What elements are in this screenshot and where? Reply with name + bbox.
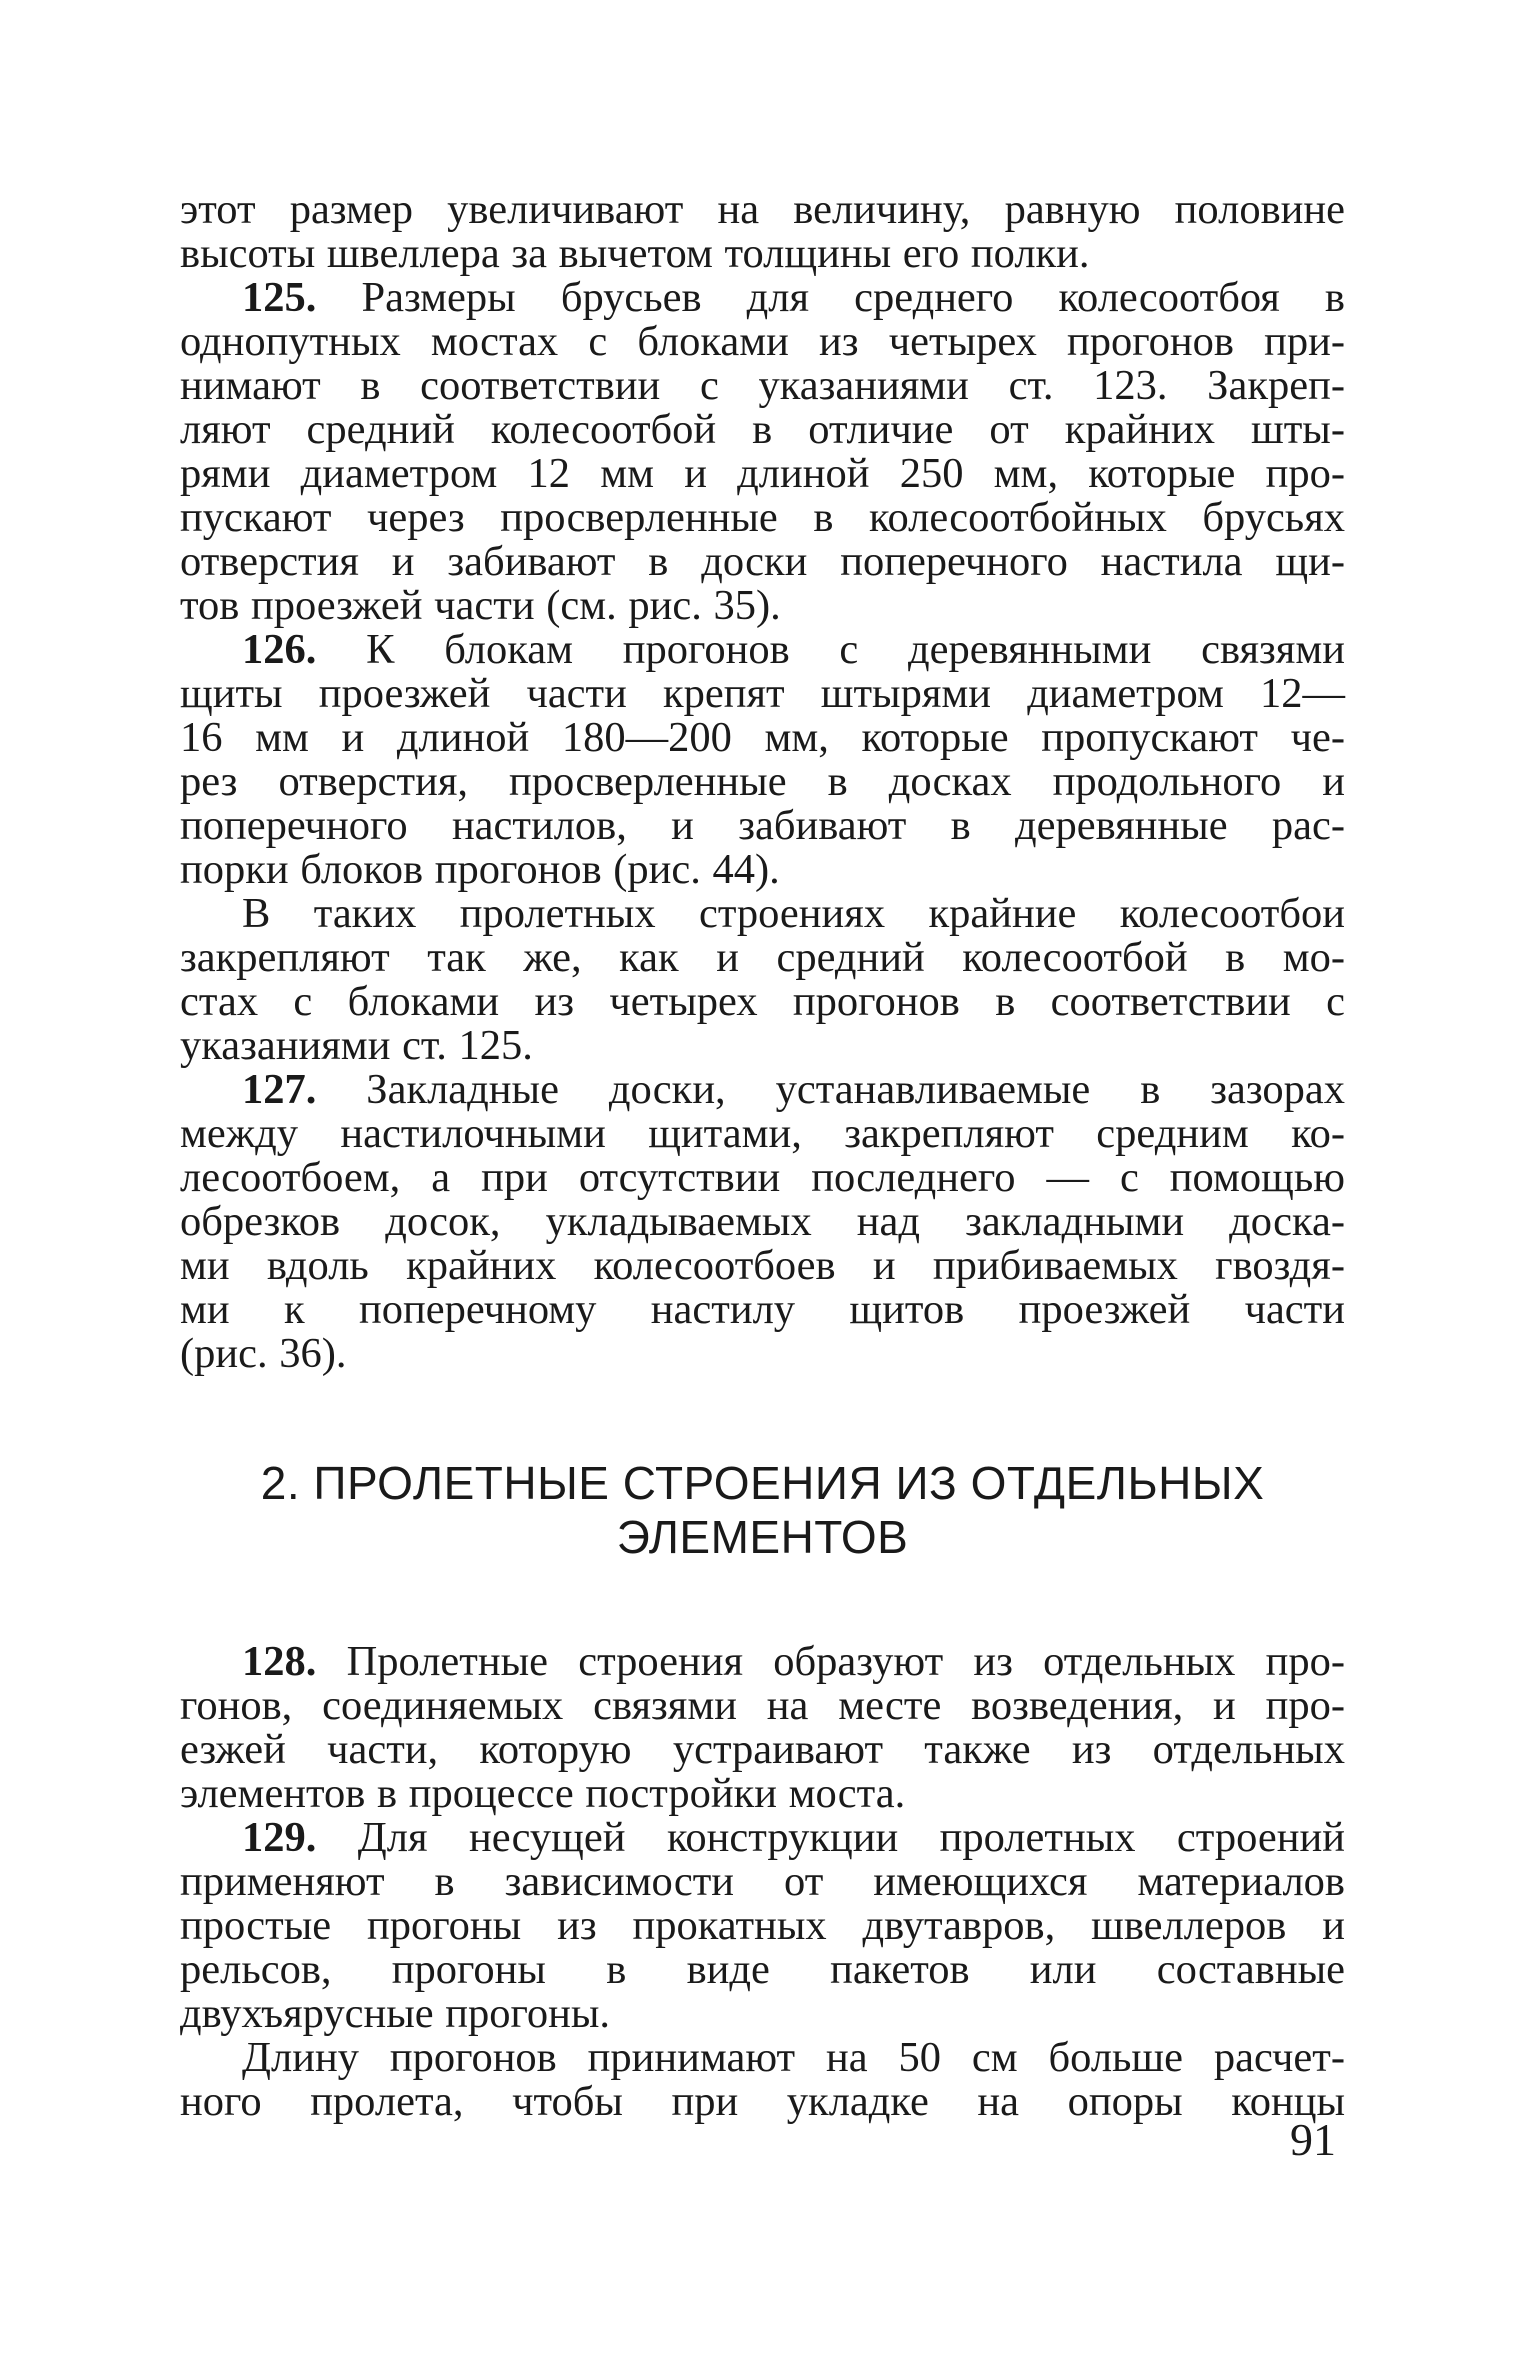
text-line: между настилочными щитами, закрепляют средним ко- <box>180 1110 1345 1157</box>
text-line: указаниями ст. 125. <box>180 1022 533 1069</box>
text-line: рями диаметром 12 мм и длиной 250 мм, которые про- <box>180 450 1345 497</box>
text-line: применяют в зависимости от имеющихся материалов <box>180 1858 1345 1905</box>
text-line: 127. Закладные доски, устанавливаемые в зазорах <box>242 1066 1345 1113</box>
paragraph-number: 128. <box>242 1638 317 1685</box>
text-line: 16 мм и длиной 180—200 мм, которые пропускают че- <box>180 714 1345 761</box>
text-line: простые прогоны из прокатных двутавров, швеллеров и <box>180 1902 1345 1949</box>
text-line: однопутных мостах с блоками из четырех прогонов при- <box>180 318 1345 365</box>
text-line: стах с блоками из четырех прогонов в соответствии с <box>180 978 1345 1025</box>
text-line: 128. Пролетные строения образуют из отдельных про- <box>242 1638 1345 1685</box>
text-line: элементов в процессе постройки моста. <box>180 1770 906 1817</box>
text-line: Длину прогонов принимают на 50 см больше расчет- <box>242 2034 1345 2081</box>
text-line: поперечного настилов, и забивают в деревянные рас- <box>180 802 1345 849</box>
text-line: лесоотбоем, а при отсутствии последнего — с помощью <box>180 1154 1345 1201</box>
text-line: рельсов, прогоны в виде пакетов или составные <box>180 1946 1345 1993</box>
text-line: рез отверстия, просверленные в досках продольного и <box>180 758 1345 805</box>
page-number: 91 <box>1290 2114 1336 2165</box>
text-line: ми вдоль крайних колесоотбоев и прибиваемых гвоздя- <box>180 1242 1345 1289</box>
text-line: 125. Размеры брусьев для среднего колесоотбоя в <box>242 274 1345 321</box>
text-line: отверстия и забивают в доски поперечного настила щи- <box>180 538 1345 585</box>
text-line: двухъярусные прогоны. <box>180 1990 611 2037</box>
paragraph-128 <box>180 1640 1345 1816</box>
text-line: порки блоков прогонов (рис. 44). <box>180 846 780 893</box>
text-line: обрезков досок, укладываемых над закладными доска- <box>180 1198 1345 1245</box>
paragraph-number: 127. <box>242 1066 317 1113</box>
text-line: 126. К блокам прогонов с деревянными связями <box>242 626 1345 673</box>
text-line: закрепляют так же, как и средний колесоотбой в мо- <box>180 934 1345 981</box>
section-heading-line: 2. ПРОЛЕТНЫЕ СТРОЕНИЯ ИЗ ОТДЕЛЬНЫХ <box>260 1457 1265 1509</box>
text-line: ного пролета, чтобы при укладке на опоры концы <box>180 2078 1345 2125</box>
text-line: ми к поперечному настилу щитов проезжей части <box>180 1286 1345 1333</box>
text-line: В таких пролетных строениях крайние колесоотбои <box>242 890 1345 937</box>
text-line: пускают через просверленные в колесоотбойных брусьях <box>180 494 1345 541</box>
text-line: ляют средний колесоотбой в отличие от крайних шты- <box>180 406 1345 453</box>
paragraph-126-cont <box>180 892 1345 1068</box>
paragraph-129-cont <box>180 2036 1345 2124</box>
text-line: (рис. 36). <box>180 1330 347 1377</box>
paragraph-number: 129. <box>242 1814 317 1861</box>
section-heading-line: ЭЛЕМЕНТОВ <box>616 1511 909 1563</box>
text-line: 129. Для несущей конструкции пролетных строений <box>242 1814 1345 1861</box>
text-line: тов проезжей части (см. рис. 35). <box>180 582 781 629</box>
text-line: этот размер увеличивают на величину, равную половине <box>180 186 1345 233</box>
text-line: езжей части, которую устраивают также из отдельных <box>180 1726 1345 1773</box>
paragraph-continuation <box>180 188 1345 276</box>
text-line: нимают в соответствии с указаниями ст. 123. Закреп- <box>180 362 1345 409</box>
paragraph-number: 126. <box>242 626 317 673</box>
paragraph-127 <box>180 1068 1345 1376</box>
paragraph-126 <box>180 628 1345 892</box>
section-heading <box>180 1456 1345 1564</box>
text-line: щиты проезжей части крепят штырями диаметром 12— <box>180 670 1345 717</box>
page-body <box>180 188 1345 2124</box>
text-line: гонов, соединяемых связями на месте возведения, и про- <box>180 1682 1345 1729</box>
text-line: высоты швеллера за вычетом толщины его полки. <box>180 230 1090 277</box>
paragraph-129 <box>180 1816 1345 2036</box>
paragraph-number: 125. <box>242 274 317 321</box>
paragraph-125 <box>180 276 1345 628</box>
